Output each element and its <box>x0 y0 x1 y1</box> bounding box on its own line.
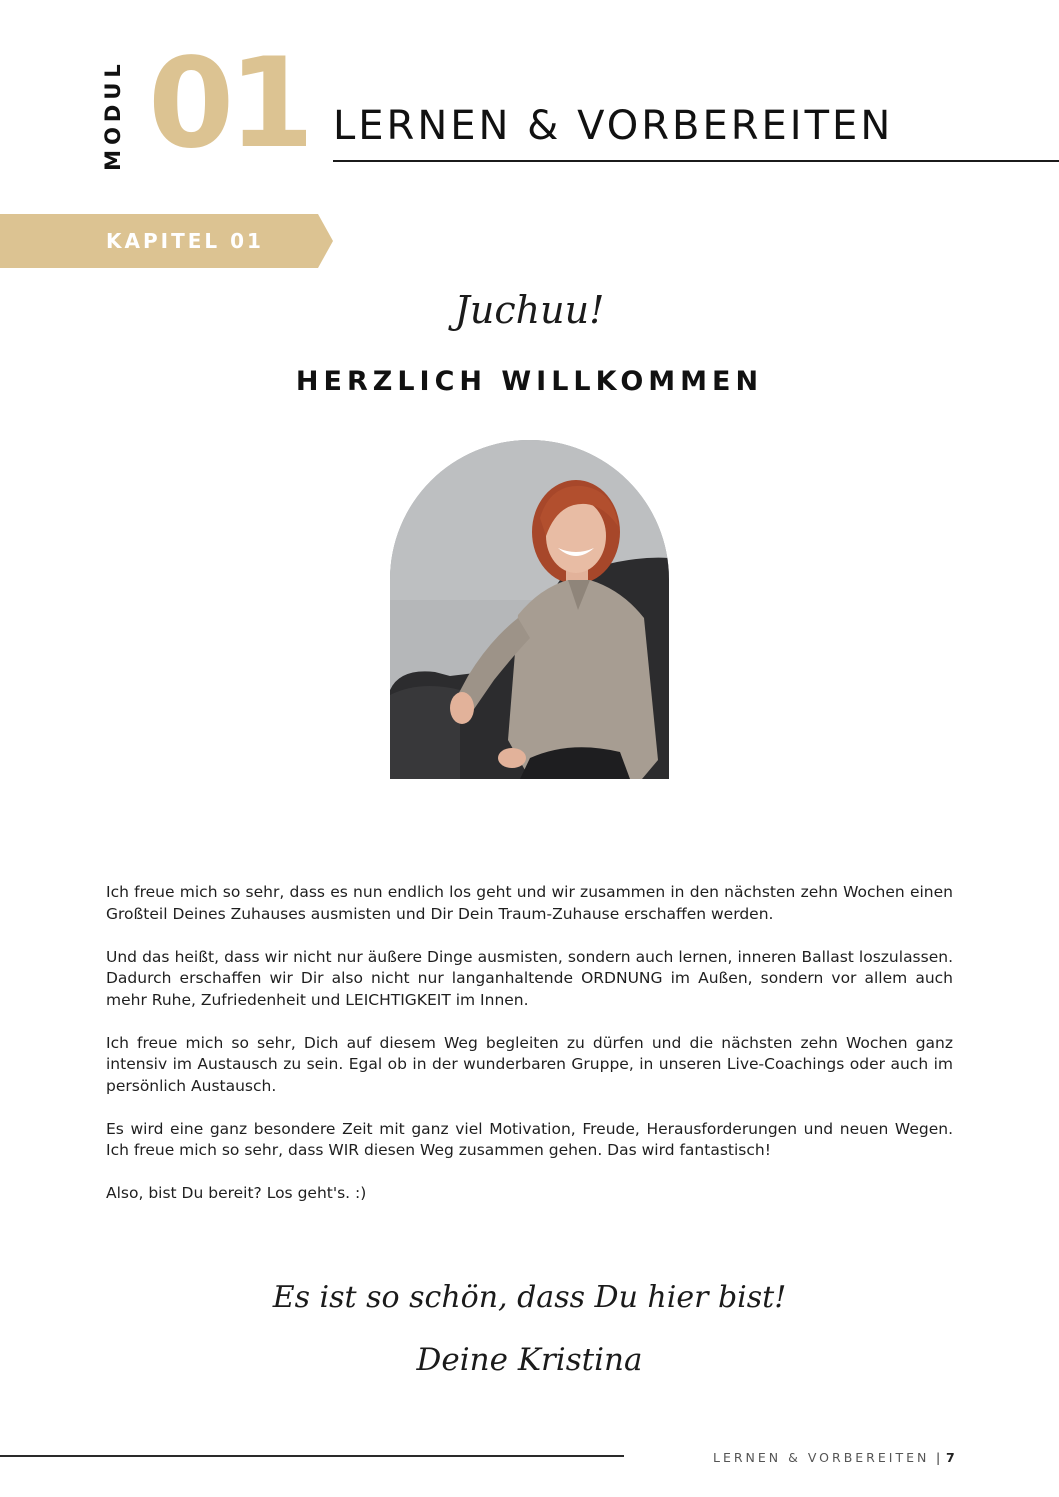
body-paragraph: Also, bist Du bereit? Los geht's. :) <box>106 1184 367 1202</box>
portrait-illustration <box>390 440 669 779</box>
modul-number: 01 <box>148 32 309 176</box>
page-title: LERNEN & VORBEREITEN <box>333 103 894 149</box>
welcome-heading: HERZLICH WILLKOMMEN <box>295 366 764 397</box>
kapitel-label: KAPITEL 01 <box>106 229 264 253</box>
body-paragraph: Ich freue mich so sehr, Dich auf diesem Weg begleiten zu dürfen und die nächsten zehn Wochen ganz intensiv im Austausch zu sein. Egal ob in der wunderbaren Gruppe, in unseren Live-Coachings oder auch im persönlich Austausch. <box>106 1033 953 1095</box>
greeting-script: Juchuu! <box>454 288 605 332</box>
signature: Deine Kristina <box>416 1342 643 1378</box>
footer-title: LERNEN & VORBEREITEN <box>713 1450 930 1465</box>
footer-rule <box>0 1455 624 1457</box>
footer-separator: | <box>936 1450 941 1465</box>
body-text <box>106 882 953 1226</box>
modul-label: MODUL <box>101 59 125 171</box>
body-paragraph: Ich freue mich so sehr, dass es nun endlich los geht und wir zusammen in den nächsten zehn Wochen einen Großteil Deines Zuhauses ausmisten und Dir Dein Traum-Zuhause erschaffen werden. <box>106 883 953 923</box>
page-number: 7 <box>946 1450 955 1465</box>
title-underline <box>333 160 1059 162</box>
body-paragraph: Und das heißt, dass wir nicht nur äußere Dinge ausmisten, sondern auch lernen, inneren Ballast loszulassen. Dadurch erschaffen wir Dir also nicht nur langanhaltende ORDNUNG im Außen, sondern vor allem auch mehr Ruhe, Zufriedenheit und LEICHTIGKEIT im Innen. <box>106 947 953 1009</box>
closing-script: Es ist so schön, dass Du hier bist! <box>272 1280 787 1315</box>
body-paragraph: Es wird eine ganz besondere Zeit mit ganz viel Motivation, Freude, Herausforderungen und neuen Wegen. Ich freue mich so sehr, dass WIR diesen Weg zusammen gehen. Das wird fantastisch! <box>106 1119 953 1159</box>
portrait-photo <box>390 440 669 779</box>
